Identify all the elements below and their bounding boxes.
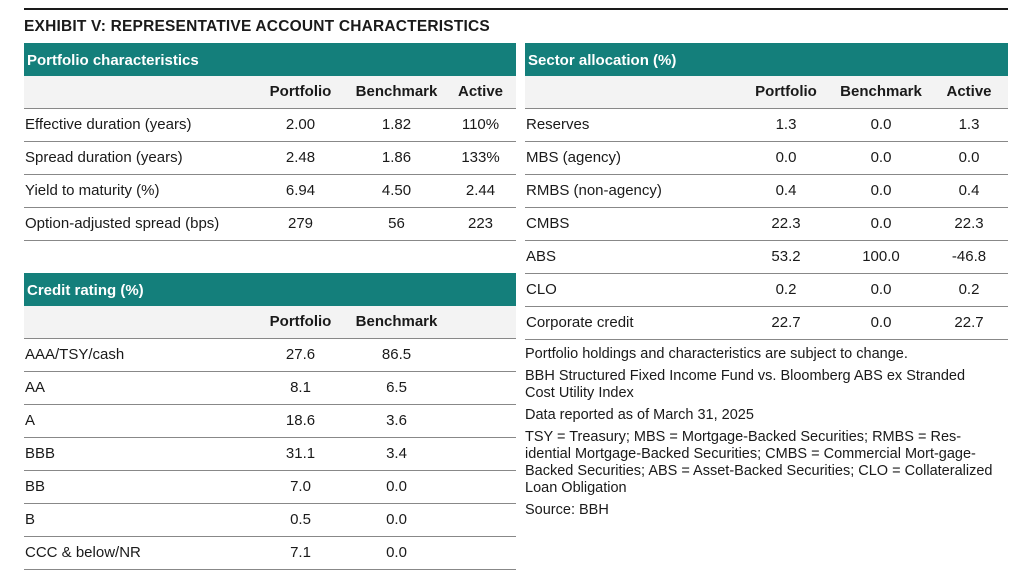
portfolio-value: 0.4 (740, 174, 832, 207)
column-header-portfolio: Portfolio (253, 76, 348, 108)
source-note: Source: BBH (525, 502, 609, 518)
sector-allocation-panel (525, 43, 1008, 340)
column-header-benchmark: Benchmark (348, 306, 445, 338)
column-header (24, 76, 253, 108)
column-header-blank (445, 306, 516, 338)
row-label: Effective duration (years) (24, 108, 253, 141)
row-label: Corporate credit (525, 306, 740, 339)
row-label: CMBS (525, 207, 740, 240)
row-label: AAA/TSY/cash (24, 338, 253, 371)
empty-cell (445, 503, 516, 536)
portfolio-value: 0.0 (740, 141, 832, 174)
portfolio-value: 0.5 (253, 503, 348, 536)
active-value: 0.2 (930, 273, 1008, 306)
portfolio-value: 2.00 (253, 108, 348, 141)
table-row (525, 306, 1008, 339)
benchmark-value: 0.0 (832, 174, 930, 207)
benchmark-value: 86.5 (348, 338, 445, 371)
benchmark-value: 100.0 (832, 240, 930, 273)
row-label: Option-adjusted spread (bps) (24, 207, 253, 240)
column-header-benchmark: Benchmark (832, 76, 930, 108)
portfolio-value: 2.48 (253, 141, 348, 174)
portfolio-value: 279 (253, 207, 348, 240)
row-label: MBS (agency) (525, 141, 740, 174)
column-header-active: Active (445, 76, 516, 108)
column-header (525, 76, 740, 108)
table-row (24, 404, 516, 437)
active-value: 223 (445, 207, 516, 240)
date-note: Data reported as of March 31, 2025 (525, 407, 754, 423)
sector-allocation-table (525, 76, 1008, 340)
portfolio-value: 22.7 (740, 306, 832, 339)
table-row (24, 536, 516, 569)
table-row (24, 141, 516, 174)
active-value: -46.8 (930, 240, 1008, 273)
active-value: 0.0 (930, 141, 1008, 174)
credit-rating-table (24, 306, 516, 570)
benchmark-value: 0.0 (348, 503, 445, 536)
benchmark-value: 0.0 (832, 306, 930, 339)
row-label: BBB (24, 437, 253, 470)
top-rule (24, 8, 1008, 10)
portfolio-value: 31.1 (253, 437, 348, 470)
table-row (525, 174, 1008, 207)
exhibit-title: EXHIBIT V: REPRESENTATIVE ACCOUNT CHARACTERISTICS (24, 18, 490, 35)
portfolio-value: 7.0 (253, 470, 348, 503)
column-header-portfolio: Portfolio (253, 306, 348, 338)
table-row (24, 503, 516, 536)
row-label: CLO (525, 273, 740, 306)
row-label: ABS (525, 240, 740, 273)
table-row (24, 108, 516, 141)
benchmark-value: 0.0 (832, 108, 930, 141)
table-header-row (24, 76, 516, 108)
benchmark-value: 3.6 (348, 404, 445, 437)
table-row (24, 437, 516, 470)
column-header-benchmark: Benchmark (348, 76, 445, 108)
row-label: CCC & below/NR (24, 536, 253, 569)
table-row (525, 141, 1008, 174)
row-label: AA (24, 371, 253, 404)
active-value: 22.3 (930, 207, 1008, 240)
portfolio-value: 7.1 (253, 536, 348, 569)
empty-cell (445, 371, 516, 404)
benchmark-value: 1.82 (348, 108, 445, 141)
benchmark-value: 0.0 (832, 273, 930, 306)
active-value: 133% (445, 141, 516, 174)
row-label: B (24, 503, 253, 536)
row-label: Spread duration (years) (24, 141, 253, 174)
sector-allocation-title: Sector allocation (%) (525, 43, 1008, 76)
portfolio-value: 18.6 (253, 404, 348, 437)
active-value: 110% (445, 108, 516, 141)
table-row (525, 108, 1008, 141)
column-header-portfolio: Portfolio (740, 76, 832, 108)
table-header-row (24, 306, 516, 338)
benchmark-value: 0.0 (832, 141, 930, 174)
portfolio-value: 22.3 (740, 207, 832, 240)
empty-cell (445, 536, 516, 569)
benchmark-value: 0.0 (348, 470, 445, 503)
active-value: 0.4 (930, 174, 1008, 207)
benchmark-value: 0.0 (832, 207, 930, 240)
empty-cell (445, 437, 516, 470)
table-row (24, 207, 516, 240)
benchmark-value: 3.4 (348, 437, 445, 470)
active-value: 2.44 (445, 174, 516, 207)
table-row (525, 207, 1008, 240)
portfolio-value: 8.1 (253, 371, 348, 404)
row-label: A (24, 404, 253, 437)
table-row (24, 371, 516, 404)
empty-cell (445, 338, 516, 371)
portfolio-characteristics-panel (24, 43, 516, 241)
portfolio-value: 27.6 (253, 338, 348, 371)
portfolio-characteristics-title: Portfolio characteristics (24, 43, 516, 76)
benchmark-value: 6.5 (348, 371, 445, 404)
table-row (24, 338, 516, 371)
table-row (24, 174, 516, 207)
column-header-active: Active (930, 76, 1008, 108)
benchmark-value: 0.0 (348, 536, 445, 569)
empty-cell (445, 470, 516, 503)
table-row (525, 240, 1008, 273)
portfolio-value: 0.2 (740, 273, 832, 306)
benchmark-value: 56 (348, 207, 445, 240)
benchmark-value: 4.50 (348, 174, 445, 207)
row-label: RMBS (non-agency) (525, 174, 740, 207)
empty-cell (445, 404, 516, 437)
portfolio-value: 6.94 (253, 174, 348, 207)
comparison-note: BBH Structured Fixed Income Fund vs. Bloomberg ABS ex Stranded Cost Utility Index (525, 368, 966, 401)
column-header (24, 306, 253, 338)
portfolio-characteristics-table (24, 76, 516, 241)
active-value: 22.7 (930, 306, 1008, 339)
row-label: BB (24, 470, 253, 503)
footnotes (525, 346, 995, 524)
row-label: Yield to maturity (%) (24, 174, 253, 207)
table-header-row (525, 76, 1008, 108)
active-value: 1.3 (930, 108, 1008, 141)
portfolio-value: 1.3 (740, 108, 832, 141)
portfolio-value: 53.2 (740, 240, 832, 273)
table-row (24, 470, 516, 503)
table-row (525, 273, 1008, 306)
disclaimer-note: Portfolio holdings and characteristics are subject to change. (525, 346, 908, 362)
benchmark-value: 1.86 (348, 141, 445, 174)
row-label: Reserves (525, 108, 740, 141)
glossary-note: TSY = Treasury; MBS = Mortgage-Backed Securities; RMBS = Res-idential Mortgage-Backed Securities; CMBS = Commercial Mort-gage-Backed Securities; ABS = Asset-Backed Securities; CLO = Collateralized Loan Obligation (525, 429, 993, 496)
credit-rating-title: Credit rating (%) (24, 273, 516, 306)
credit-rating-panel (24, 273, 516, 570)
